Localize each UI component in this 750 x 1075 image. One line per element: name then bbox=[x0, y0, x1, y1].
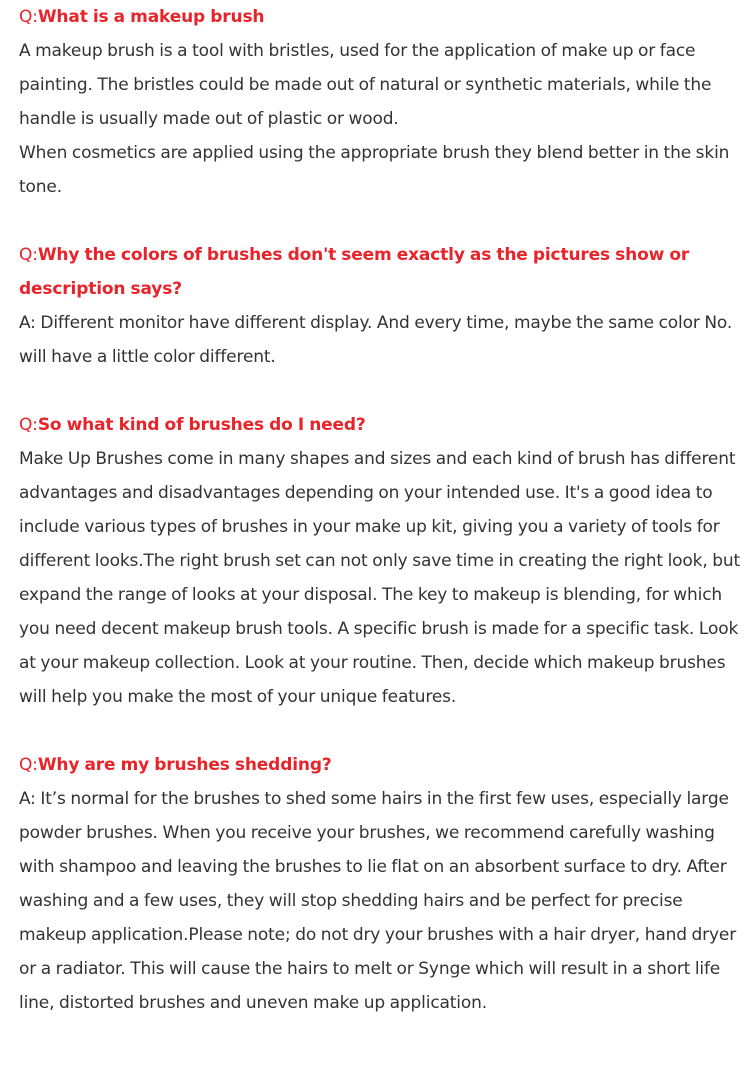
question-text: Why the colors of brushes don't seem exactly as the pictures show or description says? bbox=[19, 245, 690, 299]
question-prefix: Q: bbox=[19, 7, 38, 27]
faq-question bbox=[19, 748, 747, 782]
faq-answer-paragraph: A makeup brush is a tool with bristles, used for the application of make up or face painting. The bristles could be made out of natural or synthetic materials, while the handle is usually made out of plastic or wood. bbox=[19, 41, 712, 129]
faq-question bbox=[19, 0, 747, 34]
question-text: Why are my brushes shedding? bbox=[37, 755, 332, 775]
question-prefix: Q: bbox=[19, 755, 38, 775]
faq-answer-paragraph: A: It’s normal for the brushes to shed some hairs in the first few uses, especially large powder brushes. When you receive your brushes, we recommend carefully washing with shampoo and leaving the brushes to lie flat on an absorbent surface to dry. After washing and a few uses, they will stop shedding hairs and be perfect for precise makeup application.Please note; do not dry your brushes with a hair dryer, hand dryer or a radiator. This will cause the hairs to melt or Synge which will result in a short life line, distorted brushes and uneven make up application. bbox=[19, 789, 737, 1013]
faq-section bbox=[19, 0, 747, 1054]
faq-answer-paragraph: A: Different monitor have different display. And every time, maybe the same color No. will have a little color different. bbox=[19, 313, 733, 367]
faq-question bbox=[19, 408, 747, 442]
faq-answer-paragraph: Make Up Brushes come in many shapes and sizes and each kind of brush has different advantages and disadvantages depending on your intended use. It's a good idea to include various types of brushes in your make up kit, giving you a variety of tools for different looks.The right brush set can not only save time in creating the right look, but expand the range of looks at your disposal. The key to makeup is blending, for which you need decent makeup brush tools. A specific brush is made for a specific task. Look at your makeup collection. Look at your routine. Then, decide which makeup brushes will help you make the most of your unique features. bbox=[19, 449, 741, 707]
faq-item-brush-colors bbox=[19, 238, 747, 374]
question-text: What is a makeup brush bbox=[37, 7, 265, 27]
faq-item-which-brushes bbox=[19, 408, 747, 714]
faq-question bbox=[19, 238, 747, 306]
question-prefix: Q: bbox=[19, 415, 38, 435]
faq-answer-paragraph: When cosmetics are applied using the appropriate brush they blend better in the skin tone. bbox=[19, 143, 730, 197]
faq-item-makeup-brush bbox=[19, 0, 747, 204]
question-prefix: Q: bbox=[19, 245, 38, 265]
question-text: So what kind of brushes do I need? bbox=[37, 415, 366, 435]
faq-item-shedding bbox=[19, 748, 747, 1020]
